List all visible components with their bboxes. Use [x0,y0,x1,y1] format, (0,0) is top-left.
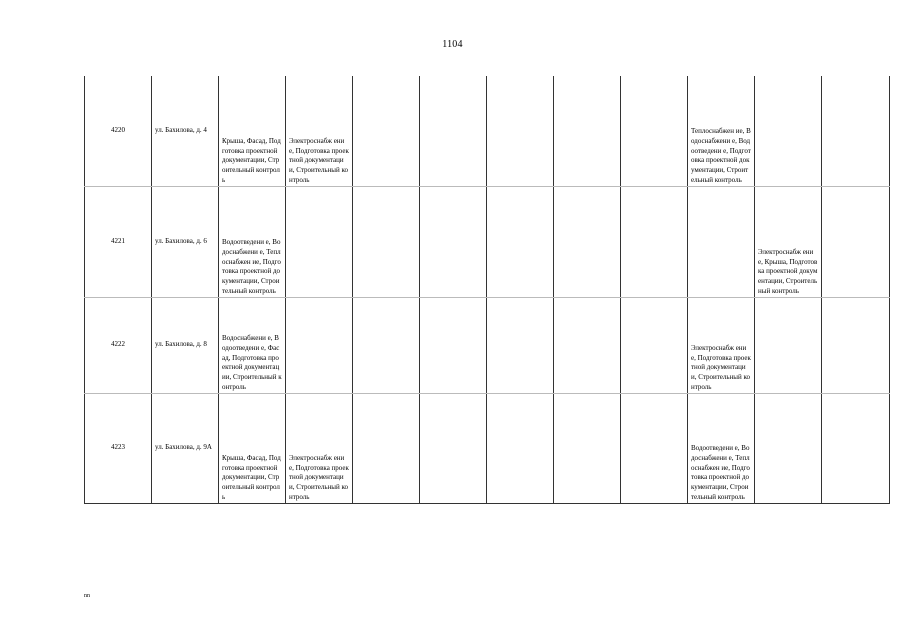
work-cell [755,297,822,393]
empty-cell [554,186,621,297]
work-cell: Электроснабж ение, Подготовка проектной документации, Строительный контроль [286,76,353,186]
empty-cell [420,186,487,297]
row-address: ул. Бахилова, д. 8 [152,297,219,393]
work-cell: Крыша, Фасад, Подготовка проектной документации, Строительный контроль [219,76,286,186]
empty-cell [420,76,487,186]
work-cell: Теплоснабжен ие, Водоснабжени е, Водоотведени е, Подготовка проектной документации, Строительный контроль [688,76,755,186]
empty-cell [487,393,554,503]
row-number: 4221 [85,186,152,297]
row-address: ул. Бахилова, д. 6 [152,186,219,297]
row-address: ул. Бахилова, д. 4 [152,76,219,186]
footer-mark: nn [84,593,90,599]
row-number: 4222 [85,297,152,393]
empty-cell [822,393,890,503]
empty-cell [621,297,688,393]
work-cell [688,186,755,297]
empty-cell [822,297,890,393]
work-cell [286,186,353,297]
work-cell: Электроснабж ение, Подготовка проектной документации, Строительный контроль [286,393,353,503]
page-number: 1104 [442,39,463,50]
empty-cell [554,297,621,393]
work-cell: Электроснабж ение, Крыша, Подготовка проектной документации, Строительный контроль [755,186,822,297]
repair-schedule-table [84,76,890,504]
empty-cell [353,76,420,186]
empty-cell [621,393,688,503]
empty-cell [353,186,420,297]
work-cell: Водоотведени е, Водоснабжени е, Теплоснабжен ие, Подготовка проектной документации, Строительный контроль [219,186,286,297]
row-number: 4220 [85,76,152,186]
empty-cell [554,393,621,503]
empty-cell [487,76,554,186]
empty-cell [420,297,487,393]
empty-cell [487,297,554,393]
row-address: ул. Бахилова, д. 9А [152,393,219,503]
row-number: 4223 [85,393,152,503]
empty-cell [621,186,688,297]
work-cell: Водоотведени е, Водоснабжени е, Теплоснабжен ие, Подготовка проектной документации, Строительный контроль [688,393,755,503]
work-cell [755,393,822,503]
table-row [85,393,890,503]
empty-cell [353,393,420,503]
empty-cell [822,186,890,297]
empty-cell [554,76,621,186]
work-cell: Водоснабжени е, Водоотведени е, Фасад, Подготовка проектной документации, Строительный контроль [219,297,286,393]
table-row [85,297,890,393]
empty-cell [621,76,688,186]
empty-cell [487,186,554,297]
table-row [85,76,890,186]
work-cell [755,76,822,186]
table-row [85,186,890,297]
work-cell: Крыша, Фасад, Подготовка проектной документации, Строительный контроль [219,393,286,503]
work-cell [286,297,353,393]
empty-cell [353,297,420,393]
work-cell: Электроснабж ение, Подготовка проектной документации, Строительный контроль [688,297,755,393]
empty-cell [822,76,890,186]
empty-cell [420,393,487,503]
